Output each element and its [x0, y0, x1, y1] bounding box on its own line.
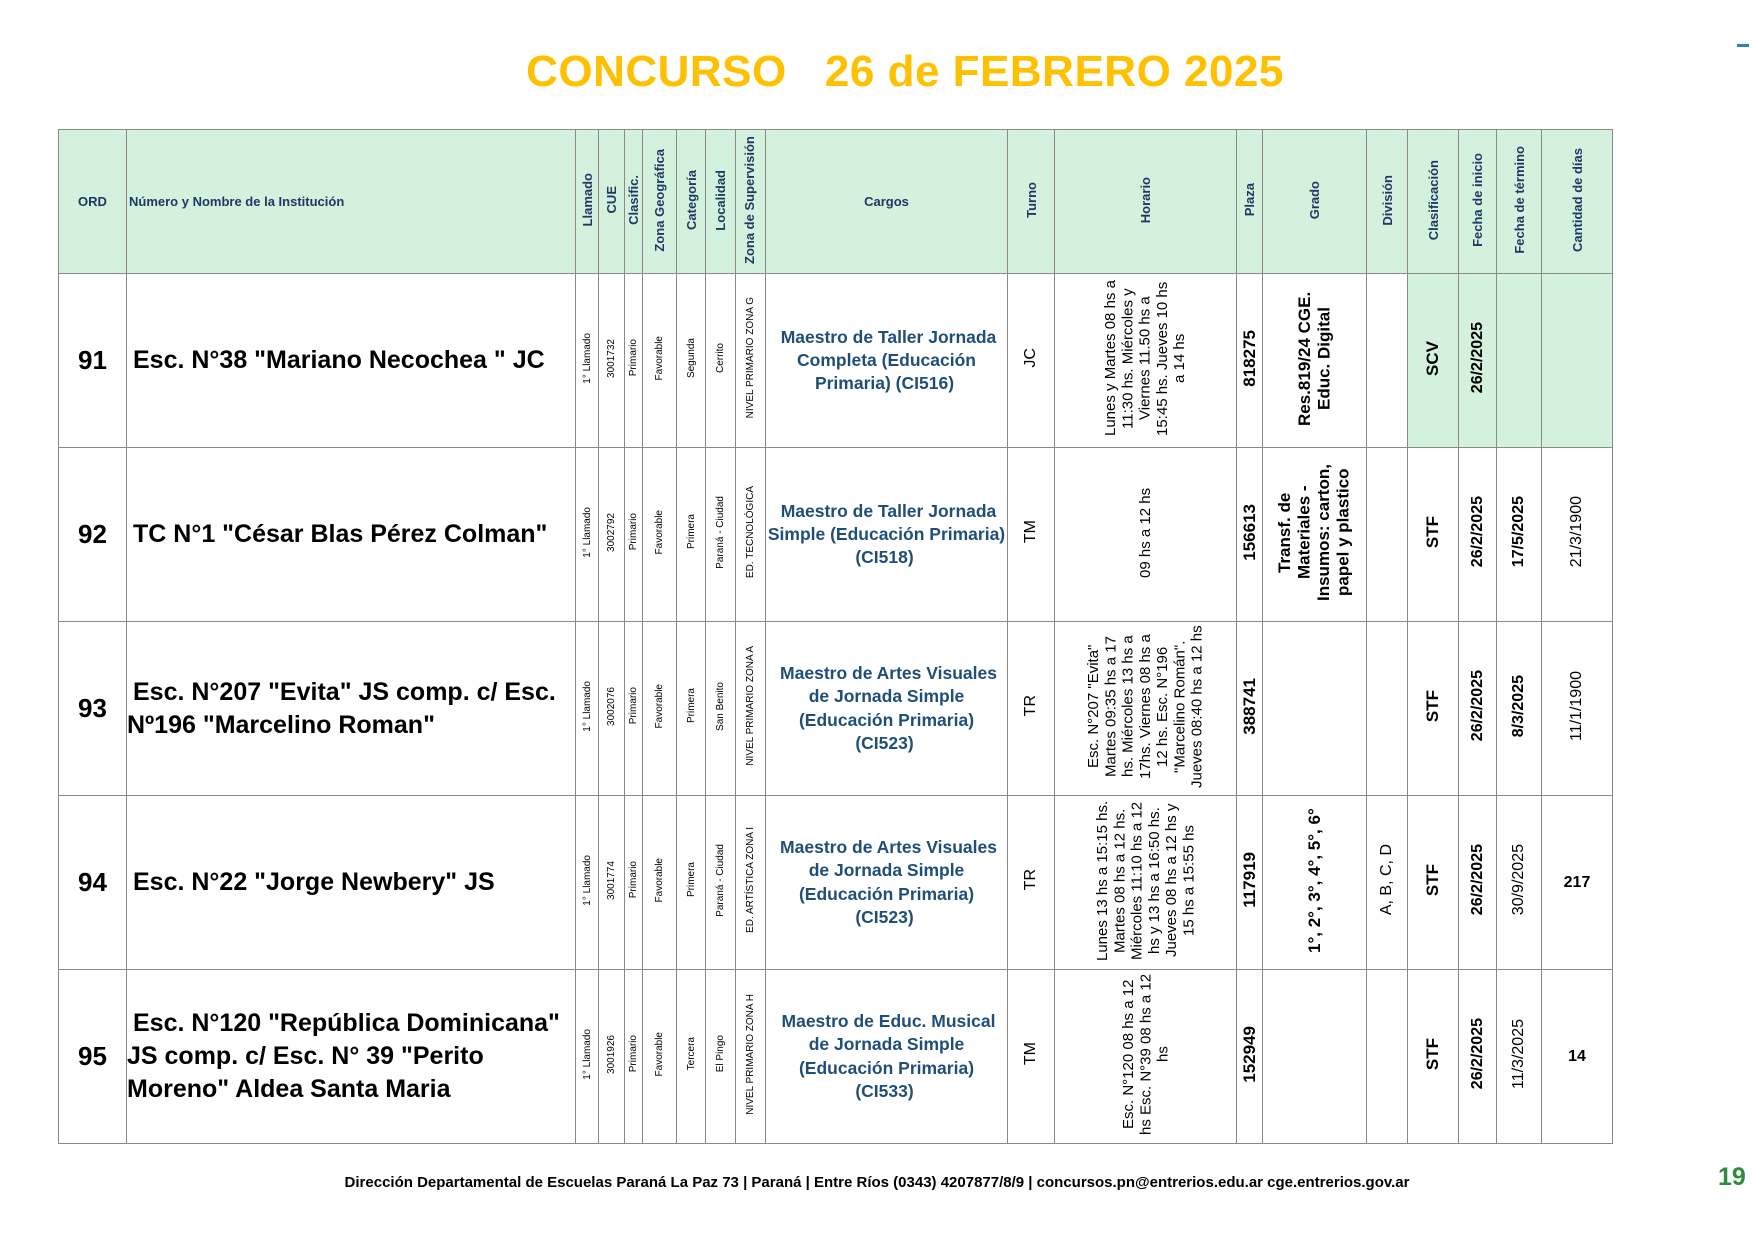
ord-text: 94 — [78, 867, 107, 897]
cell-clasif — [625, 274, 643, 448]
fecha-inicio-text: 26/2/2025 — [1468, 1018, 1486, 1090]
cell-institucion — [127, 796, 576, 970]
fecha-inicio-text: 26/2/2025 — [1468, 844, 1486, 916]
cell-division — [1367, 796, 1408, 970]
plaza-text: 156613 — [1239, 503, 1259, 561]
cell-ord — [59, 274, 127, 448]
cell-cargo — [766, 970, 1008, 1144]
cell-zona-geografica — [643, 970, 677, 1144]
zona-supervision-text: ED. ARTÍSTICA ZONA I — [745, 827, 756, 933]
cell-fecha-inicio — [1459, 970, 1497, 1144]
zona-supervision-text: NIVEL PRIMARIO ZONA A — [745, 646, 756, 766]
llamado-text: 1° Llamado — [581, 1028, 593, 1080]
zona-geografica-text: Favorable — [654, 683, 665, 729]
link-mark[interactable] — [1737, 44, 1749, 47]
cell-division — [1367, 274, 1408, 448]
page-title: CONCURSO 26 de FEBRERO 2025 — [526, 47, 1284, 96]
clasif-text: Primario — [628, 1035, 639, 1073]
cell-institucion — [127, 622, 576, 796]
concurso-table — [58, 129, 1613, 1144]
turno-text: TR — [1022, 695, 1039, 717]
ord-text: 92 — [78, 519, 107, 549]
fecha-inicio-text: 26/2/2025 — [1468, 496, 1486, 568]
page-number: 19 — [1718, 1163, 1746, 1191]
cell-zona-supervision — [736, 796, 766, 970]
cell-llamado — [576, 274, 599, 448]
localidad-text: San Benito — [715, 681, 726, 731]
cell-zona-supervision — [736, 622, 766, 796]
cell-grado — [1263, 274, 1367, 448]
cell-clasif — [625, 622, 643, 796]
categoria-text: Primera — [685, 514, 697, 550]
cue-text: 3002792 — [606, 512, 617, 552]
cell-cantidad-dias — [1542, 796, 1613, 970]
turno-text: TR — [1022, 869, 1039, 891]
ord-text: 93 — [78, 693, 107, 723]
cell-horario — [1055, 274, 1237, 448]
zona-supervision-text: NIVEL PRIMARIO ZONA H — [745, 993, 756, 1115]
col-cargos-header: Cargos — [766, 130, 1008, 274]
plaza-text: 388741 — [1239, 677, 1259, 735]
cell-plaza — [1237, 622, 1263, 796]
localidad-text: Paraná - Ciudad — [715, 495, 726, 569]
fecha-termino-text: 30/9/2025 — [1510, 844, 1527, 916]
llamado-text: 1° Llamado — [581, 506, 593, 558]
zona-supervision-text: ED. TECNOLÓGICA — [745, 485, 756, 579]
cell-fecha-termino — [1497, 622, 1542, 796]
table-body — [59, 274, 1613, 1144]
horario-text: Lunes 13 hs a 15:15 hs. Martes 08 hs a 12 hs. Miércoles 11:10 hs a 12 hs y 13 hs a 16:50 hs. Jueves 08 hs a 12 hs y 15 hs a 15:55 hs — [1093, 799, 1197, 961]
col-llamado-header: Llamado — [576, 130, 599, 274]
cell-fecha-inicio — [1459, 796, 1497, 970]
clasif-text: Primario — [628, 861, 639, 899]
col-horario-header: Horario — [1055, 130, 1237, 274]
cell-grado — [1263, 448, 1367, 622]
cell-fecha-termino — [1497, 796, 1542, 970]
col-turno-header: Turno — [1008, 130, 1055, 274]
cell-cantidad-dias — [1542, 448, 1613, 622]
cell-categoria — [677, 274, 706, 448]
plaza-text: 152949 — [1239, 1025, 1259, 1083]
fecha-termino-text: 11/3/2025 — [1510, 1019, 1527, 1089]
cell-cargo — [766, 274, 1008, 448]
cell-localidad — [706, 622, 736, 796]
cell-clasificacion — [1408, 796, 1459, 970]
cell-cargo — [766, 622, 1008, 796]
zona-geografica-text: Favorable — [654, 335, 665, 381]
division-text: A, B, C, D — [1378, 844, 1395, 916]
cell-llamado — [576, 622, 599, 796]
footer-contact: Dirección Departamental de Escuelas Paraná La Paz 73 | Paraná | Entre Ríos (0343) 4207877/8/9 | concursos.pn@entrerios.edu.ar cge.entrerios.gov.ar — [344, 1174, 1410, 1191]
ord-text: 91 — [78, 345, 107, 375]
categoria-text: Primera — [685, 862, 697, 898]
cell-localidad — [706, 796, 736, 970]
plaza-text: 818275 — [1239, 329, 1259, 387]
cell-zona-geografica — [643, 448, 677, 622]
cargo-text: Maestro de Artes Visuales de Jornada Simple (Educación Primaria) (CI523) — [780, 837, 997, 927]
cue-text: 3002076 — [606, 686, 617, 726]
cell-plaza — [1237, 448, 1263, 622]
cell-fecha-termino — [1497, 970, 1542, 1144]
cantidad-dias-text: 14 — [1568, 1047, 1586, 1065]
grado-text: 1°, 2°, 3°, 4°, 5°, 6° — [1304, 807, 1324, 953]
cell-fecha-inicio — [1459, 448, 1497, 622]
zona-supervision-text: NIVEL PRIMARIO ZONA G — [745, 297, 756, 419]
categoria-text: Segunda — [685, 337, 697, 379]
cell-turno — [1008, 622, 1055, 796]
fecha-inicio-text: 26/2/2025 — [1468, 670, 1486, 742]
cell-cue — [599, 796, 625, 970]
cell-cantidad-dias — [1542, 970, 1613, 1144]
cell-turno — [1008, 274, 1055, 448]
cell-institucion — [127, 448, 576, 622]
fecha-inicio-text: 26/2/2025 — [1468, 322, 1486, 394]
cell-fecha-inicio — [1459, 622, 1497, 796]
fecha-termino-text: 8/3/2025 — [1510, 674, 1527, 738]
cell-cargo — [766, 796, 1008, 970]
institucion-text: Esc. N°207 "Evita" JS comp. c/ Esc. Nº196 "Marcelino Roman" — [127, 677, 556, 739]
cell-clasificacion — [1408, 448, 1459, 622]
cell-plaza — [1237, 274, 1263, 448]
cell-turno — [1008, 970, 1055, 1144]
col-categoria-header: Categoría — [677, 130, 706, 274]
cell-horario — [1055, 970, 1237, 1144]
cell-horario — [1055, 448, 1237, 622]
col-institucion-header: Número y Nombre de la Institución — [127, 130, 576, 274]
cell-horario — [1055, 796, 1237, 970]
cell-cue — [599, 622, 625, 796]
cell-localidad — [706, 274, 736, 448]
cell-grado — [1263, 796, 1367, 970]
localidad-text: El Pingo — [715, 1035, 726, 1073]
cell-llamado — [576, 796, 599, 970]
cue-text: 3001774 — [606, 860, 617, 900]
categoria-text: Tercera — [685, 1037, 697, 1071]
cell-cantidad-dias — [1542, 274, 1613, 448]
cell-zona-geografica — [643, 796, 677, 970]
localidad-text: Cerrito — [715, 342, 726, 373]
clasificacion-text: STF — [1423, 863, 1442, 897]
cargo-text: Maestro de Taller Jornada Simple (Educación Primaria) (CI518) — [767, 500, 1006, 568]
cell-clasificacion — [1408, 970, 1459, 1144]
cell-localidad — [706, 970, 736, 1144]
table-header — [59, 130, 1613, 274]
horario-text: Lunes y Martes 08 hs a 11:30 hs. Miércoles y Viernes 11.50 hs a 15:45 hs. Jueves 10 hs a 14 hs — [1102, 280, 1189, 436]
clasif-text: Primario — [628, 513, 639, 551]
cargo-text: Maestro de Educ. Musical de Jornada Simple (Educación Primaria) (CI533) — [781, 1011, 996, 1101]
llamado-text: 1° Llamado — [581, 854, 593, 906]
zona-geografica-text: Favorable — [654, 509, 665, 555]
table-row — [59, 796, 1613, 970]
cell-plaza — [1237, 970, 1263, 1144]
col-cue-header: CUE — [599, 130, 625, 274]
cell-ord — [59, 796, 127, 970]
clasificacion-text: SCV — [1423, 340, 1442, 376]
cell-llamado — [576, 970, 599, 1144]
cell-grado — [1263, 970, 1367, 1144]
cell-institucion — [127, 274, 576, 448]
clasif-text: Primario — [628, 339, 639, 377]
horario-text: 09 hs a 12 hs — [1136, 486, 1154, 578]
table-row — [59, 970, 1613, 1144]
cantidad-dias-text: 21/3/1900 — [1568, 496, 1585, 568]
col-clasificacion-header: Clasificación — [1408, 130, 1459, 274]
zona-geografica-text: Favorable — [654, 1031, 665, 1077]
cell-fecha-termino — [1497, 448, 1542, 622]
col-localidad-header: Localidad — [706, 130, 736, 274]
cell-categoria — [677, 796, 706, 970]
col-division-header: División — [1367, 130, 1408, 274]
cue-text: 3001732 — [606, 338, 617, 378]
categoria-text: Primera — [685, 688, 697, 724]
localidad-text: Paraná - Ciudad — [715, 843, 726, 917]
cell-plaza — [1237, 796, 1263, 970]
cell-ord — [59, 622, 127, 796]
col-zona-supervision-header: Zona de Supervisión — [736, 130, 766, 274]
cell-institucion — [127, 970, 576, 1144]
cell-division — [1367, 448, 1408, 622]
table-row — [59, 274, 1613, 448]
cell-clasif — [625, 970, 643, 1144]
col-grado-header: Grado — [1263, 130, 1367, 274]
cantidad-dias-text: 11/1/1900 — [1568, 671, 1585, 741]
cell-zona-supervision — [736, 274, 766, 448]
cell-turno — [1008, 448, 1055, 622]
cell-fecha-inicio — [1459, 274, 1497, 448]
table-row — [59, 622, 1613, 796]
cell-llamado — [576, 448, 599, 622]
institucion-text: Esc. N°38 "Mariano Necochea " JC — [133, 346, 545, 374]
clasificacion-text: STF — [1423, 1037, 1442, 1071]
llamado-text: 1° Llamado — [581, 332, 593, 384]
cell-zona-geografica — [643, 274, 677, 448]
cell-clasif — [625, 796, 643, 970]
turno-text: JC — [1022, 348, 1039, 368]
cell-division — [1367, 970, 1408, 1144]
turno-text: TM — [1022, 520, 1039, 544]
cell-division — [1367, 622, 1408, 796]
col-fecha-termino-header: Fecha de término — [1497, 130, 1542, 274]
cell-cue — [599, 970, 625, 1144]
cell-clasificacion — [1408, 274, 1459, 448]
institucion-text: Esc. N°120 "República Dominicana" JS comp. c/ Esc. N° 39 "Perito Moreno" Aldea Santa Maria — [127, 1009, 560, 1103]
col-clasif-header: Clasific. — [625, 130, 643, 274]
col-fecha-inicio-header: Fecha de inicio — [1459, 130, 1497, 274]
fecha-termino-text: 17/5/2025 — [1510, 496, 1527, 568]
cell-fecha-termino — [1497, 274, 1542, 448]
cargo-text: Maestro de Artes Visuales de Jornada Simple (Educación Primaria) (CI523) — [780, 663, 997, 753]
institucion-text: Esc. N°22 "Jorge Newbery" JS — [133, 868, 495, 896]
cell-ord — [59, 970, 127, 1144]
cell-clasif — [625, 448, 643, 622]
cell-categoria — [677, 622, 706, 796]
cell-clasificacion — [1408, 622, 1459, 796]
ord-text: 95 — [78, 1041, 107, 1071]
horario-text: Esc. N°207 "Evita" Martes 09:35 hs a 17 hs. Miércoles 13 hs a 17hs. Viernes 08 hs a 12 hs. Esc. N°196 "Marcelino Román". Jueves 08:40 hs a 12 hs — [1085, 624, 1206, 788]
cell-zona-supervision — [736, 448, 766, 622]
institucion-text: TC N°1 "César Blas Pérez Colman" — [133, 520, 548, 548]
zona-geografica-text: Favorable — [654, 857, 665, 903]
turno-text: TM — [1022, 1042, 1039, 1066]
grado-text: Transf. de Materiales - Insumos: carton, papel y plastico — [1275, 463, 1354, 601]
cell-horario — [1055, 622, 1237, 796]
cargo-text: Maestro de Taller Jornada Completa (Educación Primaria) (CI516) — [780, 326, 997, 394]
cue-text: 3001926 — [606, 1034, 617, 1074]
cantidad-dias-text: 217 — [1563, 873, 1591, 891]
cell-categoria — [677, 448, 706, 622]
table-row — [59, 448, 1613, 622]
col-plaza-header: Plaza — [1237, 130, 1263, 274]
col-ord-header: ORD — [59, 130, 127, 274]
col-cantidad-dias-header: Cantidad de días — [1542, 130, 1613, 274]
cell-localidad — [706, 448, 736, 622]
grado-text: Res.819/24 CGE. Educ. Digital — [1294, 290, 1334, 426]
cell-zona-supervision — [736, 970, 766, 1144]
cell-grado — [1263, 622, 1367, 796]
horario-text: Esc. N°120 08 hs a 12 hs Esc. N°39 08 hs a 12 hs — [1119, 973, 1172, 1135]
cell-cue — [599, 448, 625, 622]
cell-ord — [59, 448, 127, 622]
plaza-text: 117919 — [1239, 852, 1259, 908]
clasificacion-text: STF — [1423, 689, 1442, 723]
cell-cargo — [766, 448, 1008, 622]
clasif-text: Primario — [628, 687, 639, 725]
cell-turno — [1008, 796, 1055, 970]
cell-zona-geografica — [643, 622, 677, 796]
cell-categoria — [677, 970, 706, 1144]
cell-cue — [599, 274, 625, 448]
llamado-text: 1° Llamado — [581, 680, 593, 732]
clasificacion-text: STF — [1423, 515, 1442, 549]
cell-cantidad-dias — [1542, 622, 1613, 796]
col-zona-geografica-header: Zona Geográfica — [643, 130, 677, 274]
